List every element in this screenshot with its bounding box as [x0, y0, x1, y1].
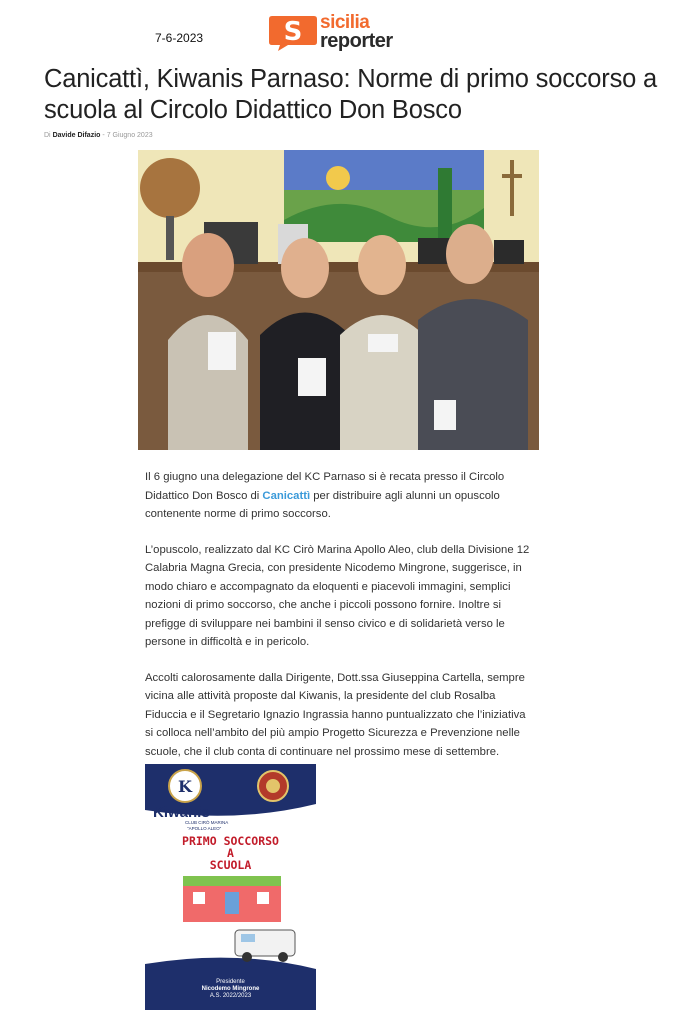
leaflet-club-line2: "APOLLO ALEO"	[187, 826, 222, 831]
paragraph-3: Accolti calorosamente dalla Dirigente, Dott.ssa Giuseppina Cartella, sempre vicina alle attività proposte dal Kiwanis, la presidente del club Rosalba Fiduccia e il Segretario Ignazio Ingrassia hanno puntualizzato che l’iniziativa si colloca nell’ambito del più ampio Progetto Sicurezza e Prevenzione nelle scuole, che il club conta di continuare nel prossimo mese di settembre.	[145, 671, 526, 758]
paragraph-1-text-b: per distribuire agli alunni un opuscolo contenente norme di primo soccorso.	[145, 489, 500, 520]
leaflet-club-line1: CLUB CIRÒ MARINA	[185, 820, 229, 825]
canicatti-link[interactable]: Canicattì	[262, 489, 311, 502]
svg-text:K: K	[178, 777, 192, 796]
article-title: Canicattì, Kiwanis Parnaso: Norme di primo soccorso a scuola al Circolo Didattico Don Bosco	[44, 65, 657, 124]
leaflet-footer-name: Nicodemo Mingrone	[201, 986, 260, 992]
site-logo[interactable]	[268, 14, 418, 54]
leaflet-footer-role: Presidente	[216, 979, 245, 985]
publication-date: 7-6-2023	[155, 31, 204, 45]
leaflet-title-line2: A	[227, 846, 234, 860]
byline-prefix: Di	[44, 132, 51, 139]
leaflet-brand: Kiwanis	[153, 804, 210, 821]
svg-text:S: S	[283, 17, 303, 47]
article-photo	[138, 150, 539, 450]
byline-separator: -	[102, 132, 105, 139]
paragraph-1	[145, 468, 535, 524]
leaflet-image	[145, 764, 316, 1010]
author-link[interactable]: Davide Difazio	[52, 132, 101, 139]
article-body	[145, 468, 535, 778]
leaflet-title-line3: SCUOLA	[209, 858, 252, 872]
leaflet-footer-year: A.S. 2022/2023	[209, 993, 252, 999]
byline	[44, 132, 153, 139]
paragraph-2: L’opuscolo, realizzato dal KC Cirò Marina Apollo Aleo, club della Divisione 12 Calabria Magna Grecia, con presidente Nicodemo Mingrone, suggerisce, in modo chiaro e accompagnato da eloquenti e piacevoli immagini, semplici nozioni di primo soccorso, che anche i piccoli possono fornire. Inoltre si prefigge di sviluppare nei bambini il senso civico e di solidarietà verso le persone in difficoltà e in pericolo.	[145, 543, 530, 648]
leaflet-title-line1: PRIMO SOCCORSO	[182, 834, 279, 848]
logo-text-sicilia: sicilia	[320, 12, 370, 33]
publish-date: 7 Giugno 2023	[106, 132, 153, 139]
paragraph-1-text-a: Il 6 giugno una delegazione del KC Parnaso si è recata presso il Circolo Didattico Don Bosco di	[145, 471, 505, 502]
logo-speech-bubble-icon	[268, 14, 318, 52]
logo-text-reporter: reporter	[320, 30, 393, 52]
